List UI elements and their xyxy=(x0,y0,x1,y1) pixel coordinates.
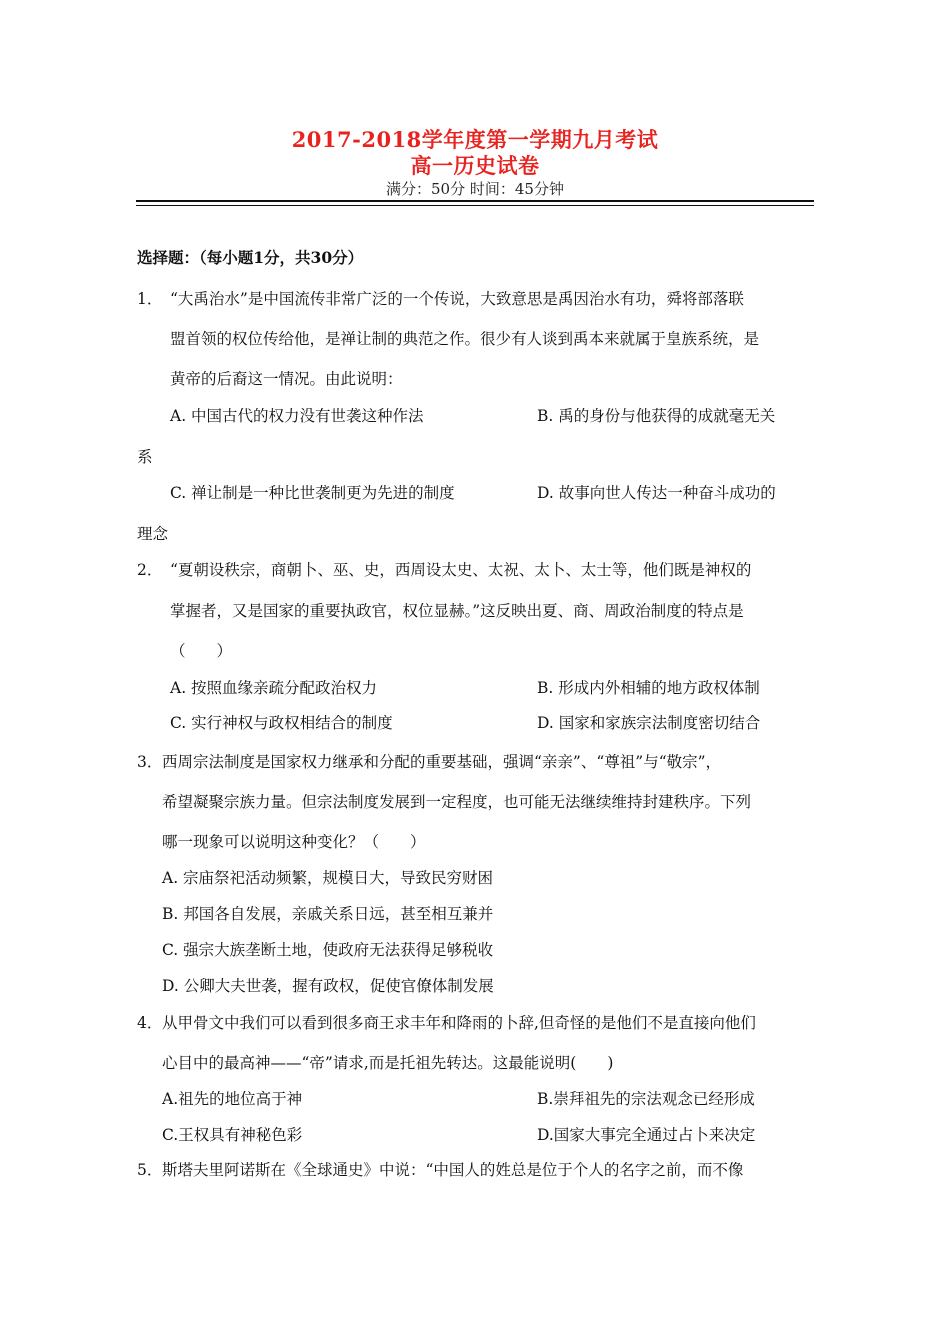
exam-meta: 满分：50分 时间：45分钟 xyxy=(386,180,564,198)
option-b: B. 禹的身份与他获得的成就毫无关 xyxy=(537,407,776,425)
question-number: 2． xyxy=(137,561,163,579)
question-text-line: “夏朝设秩宗，商朝卜、巫、史，西周设太史、太祝、太卜、太士等，他们既是神权的 xyxy=(170,561,752,579)
question-number: 1． xyxy=(137,290,163,308)
question-text-line: 希望凝聚宗族力量。但宗法制度发展到一定程度，也可能无法继续维持封建秩序。下列 xyxy=(162,793,752,811)
question-text-line: 盟首领的权位传给他，是禅让制的典范之作。很少有人谈到禹本来就属于皇族系统，是 xyxy=(170,330,760,348)
option-d: D. 故事向世人传达一种奋斗成功的 xyxy=(537,484,776,502)
question-text-line: 从甲骨文中我们可以看到很多商王求丰年和降雨的卜辞,但奇怪的是他们不是直接向他们 xyxy=(162,1014,756,1032)
option-c: C. 禅让制是一种比世袭制更为先进的制度 xyxy=(170,484,455,502)
exam-title: 2017-2018学年度第一学期九月考试 xyxy=(291,127,659,152)
question-text-line: （ ） xyxy=(170,642,233,660)
option-b: B. 形成内外相辅的地方政权体制 xyxy=(537,679,760,697)
option-c: C. 强宗大族垄断土地，使政府无法获得足够税收 xyxy=(162,941,494,959)
option-a: A. 中国古代的权力没有世袭这种作法 xyxy=(170,407,424,425)
question-text-line: 黄帝的后裔这一情况。由此说明： xyxy=(170,370,403,388)
section-title: 选择题：（每小题1分，共30分） xyxy=(137,248,364,267)
option-b-wrap: 系 xyxy=(137,448,153,466)
header-rule-thick xyxy=(136,200,814,202)
question-text-line: 斯塔夫里阿诺斯在《全球通史》中说：“中国人的姓总是位于个人的名字之前，而不像 xyxy=(162,1161,744,1179)
question-number: 4． xyxy=(137,1014,163,1032)
option-c: C. 实行神权与政权相结合的制度 xyxy=(170,714,393,732)
option-a: A. 按照血缘亲疏分配政治权力 xyxy=(170,679,378,697)
option-a: A.祖先的地位高于神 xyxy=(162,1090,303,1108)
question-number: 5． xyxy=(137,1161,163,1179)
question-text-line: 心目中的最高神——“帝”请求,而是托祖先转达。这最能说明( ) xyxy=(162,1054,614,1072)
question-text-line: 西周宗法制度是国家权力继承和分配的重要基础，强调“亲亲”、“尊祖”与“敬宗”， xyxy=(162,753,722,771)
option-d: D. 公卿大夫世袭，握有政权，促使官僚体制发展 xyxy=(162,977,494,995)
option-d: D. 国家和家族宗法制度密切结合 xyxy=(537,714,761,732)
exam-subtitle: 高一历史试卷 xyxy=(410,153,540,178)
question-text-line: 掌握者，又是国家的重要执政官，权位显赫。”这反映出夏、商、周政治制度的特点是 xyxy=(170,602,744,620)
option-d: D.国家大事完全通过占卜来决定 xyxy=(537,1126,756,1144)
question-number: 3． xyxy=(137,753,163,771)
option-c: C.王权具有神秘色彩 xyxy=(162,1126,303,1144)
option-b: B.崇拜祖先的宗法观念已经形成 xyxy=(537,1090,755,1108)
option-d-wrap: 理念 xyxy=(137,525,169,543)
question-text-line: 哪一现象可以说明这种变化？（ ） xyxy=(162,833,426,851)
question-text-line: “大禹治水”是中国流传非常广泛的一个传说，大致意思是禹因治水有功，舜将部落联 xyxy=(170,290,744,308)
option-b: B. 邦国各自发展，亲戚关系日远，甚至相互兼并 xyxy=(162,905,494,923)
option-a: A. 宗庙祭祀活动频繁，规模日大，导致民穷财困 xyxy=(162,869,494,887)
header-rule-thin xyxy=(136,205,814,206)
